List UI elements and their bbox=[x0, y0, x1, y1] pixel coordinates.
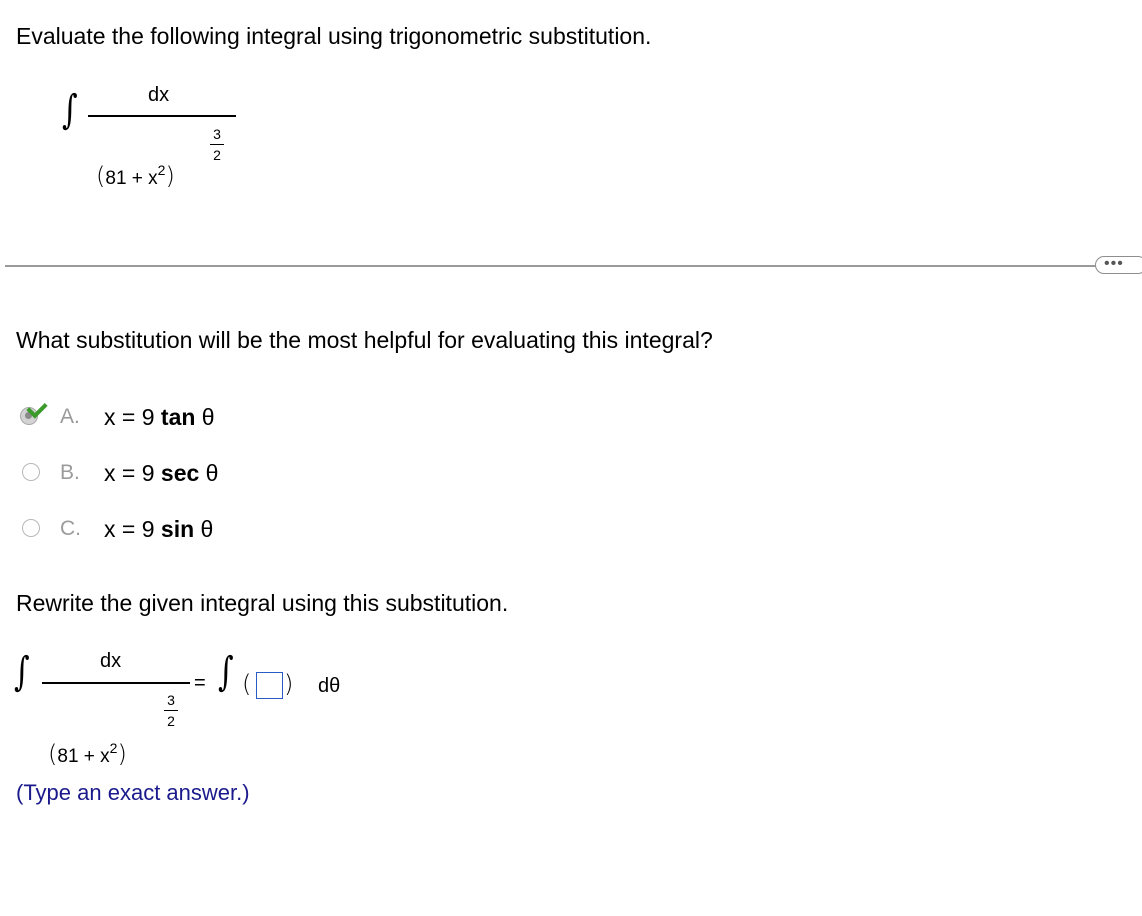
part2-close-paren: ) bbox=[117, 740, 127, 768]
part1-prompt: What substitution will be the most helpful for evaluating this integral? bbox=[16, 327, 713, 353]
answer-input[interactable] bbox=[256, 672, 283, 699]
outer-exponent bbox=[210, 126, 224, 163]
part2-base-exponent: 2 bbox=[109, 740, 118, 756]
option-c-function: sin bbox=[160, 516, 195, 542]
option-c-variable: θ bbox=[200, 516, 214, 542]
base-exponent: 2 bbox=[157, 162, 166, 178]
part2-exponent-denominator: 2 bbox=[167, 713, 175, 730]
part2-equation bbox=[14, 640, 414, 780]
exponent-bar bbox=[210, 144, 224, 145]
close-paren: ) bbox=[165, 162, 175, 190]
answer-hint: (Type an exact answer.) bbox=[16, 780, 250, 805]
more-options-button[interactable]: ••• bbox=[1095, 256, 1142, 274]
fraction-bar bbox=[88, 115, 236, 117]
question-prompt: Evaluate the following integral using trigonometric substitution. bbox=[16, 23, 652, 49]
open-paren: ( bbox=[96, 162, 106, 190]
denominator-base: 81 + x bbox=[105, 168, 158, 189]
exponent-numerator: 3 bbox=[213, 126, 221, 142]
option-c-lhs: x = 9 bbox=[104, 516, 155, 542]
option-b-variable: θ bbox=[205, 460, 219, 486]
option-c[interactable] bbox=[20, 515, 280, 545]
radio-b[interactable] bbox=[22, 463, 40, 481]
section-divider bbox=[5, 265, 1100, 267]
integrand-denominator bbox=[96, 162, 175, 190]
integral-sign-right: ∫ bbox=[218, 649, 234, 695]
option-b-function: sec bbox=[160, 460, 200, 486]
option-b-expression bbox=[104, 460, 218, 486]
part2-denominator-base: 81 + x bbox=[57, 746, 110, 767]
part2-fraction-bar bbox=[42, 682, 190, 684]
rhs-open-paren: ( bbox=[242, 670, 252, 698]
option-a-letter: A. bbox=[60, 405, 80, 428]
option-a-lhs: x = 9 bbox=[104, 404, 155, 430]
option-a[interactable] bbox=[20, 403, 280, 433]
option-a-function: tan bbox=[160, 404, 196, 430]
differential: dθ bbox=[318, 675, 341, 697]
integral-sign-left: ∫ bbox=[14, 649, 30, 695]
option-b-lhs: x = 9 bbox=[104, 460, 155, 486]
option-b[interactable] bbox=[20, 459, 280, 489]
exponent-denominator: 2 bbox=[213, 147, 221, 164]
option-a-expression bbox=[104, 404, 215, 430]
part2-prompt: Rewrite the given integral using this substitution. bbox=[16, 590, 509, 616]
part2-outer-exponent bbox=[164, 692, 178, 729]
integral-sign: ∫ bbox=[62, 87, 78, 133]
part2-exponent-bar bbox=[164, 710, 178, 711]
question-integral bbox=[60, 80, 260, 210]
option-b-letter: B. bbox=[60, 461, 80, 484]
part2-numerator: dx bbox=[100, 650, 122, 672]
option-a-variable: θ bbox=[201, 404, 215, 430]
radio-c[interactable] bbox=[22, 519, 40, 537]
part2-open-paren: ( bbox=[48, 740, 58, 768]
part2-exponent-numerator: 3 bbox=[167, 692, 175, 708]
rhs-close-paren: ) bbox=[284, 670, 294, 698]
integrand-numerator: dx bbox=[148, 84, 170, 106]
option-c-letter: C. bbox=[60, 517, 81, 540]
option-c-expression bbox=[104, 516, 213, 542]
part2-denominator bbox=[48, 740, 127, 768]
equals-sign: = bbox=[194, 672, 206, 694]
